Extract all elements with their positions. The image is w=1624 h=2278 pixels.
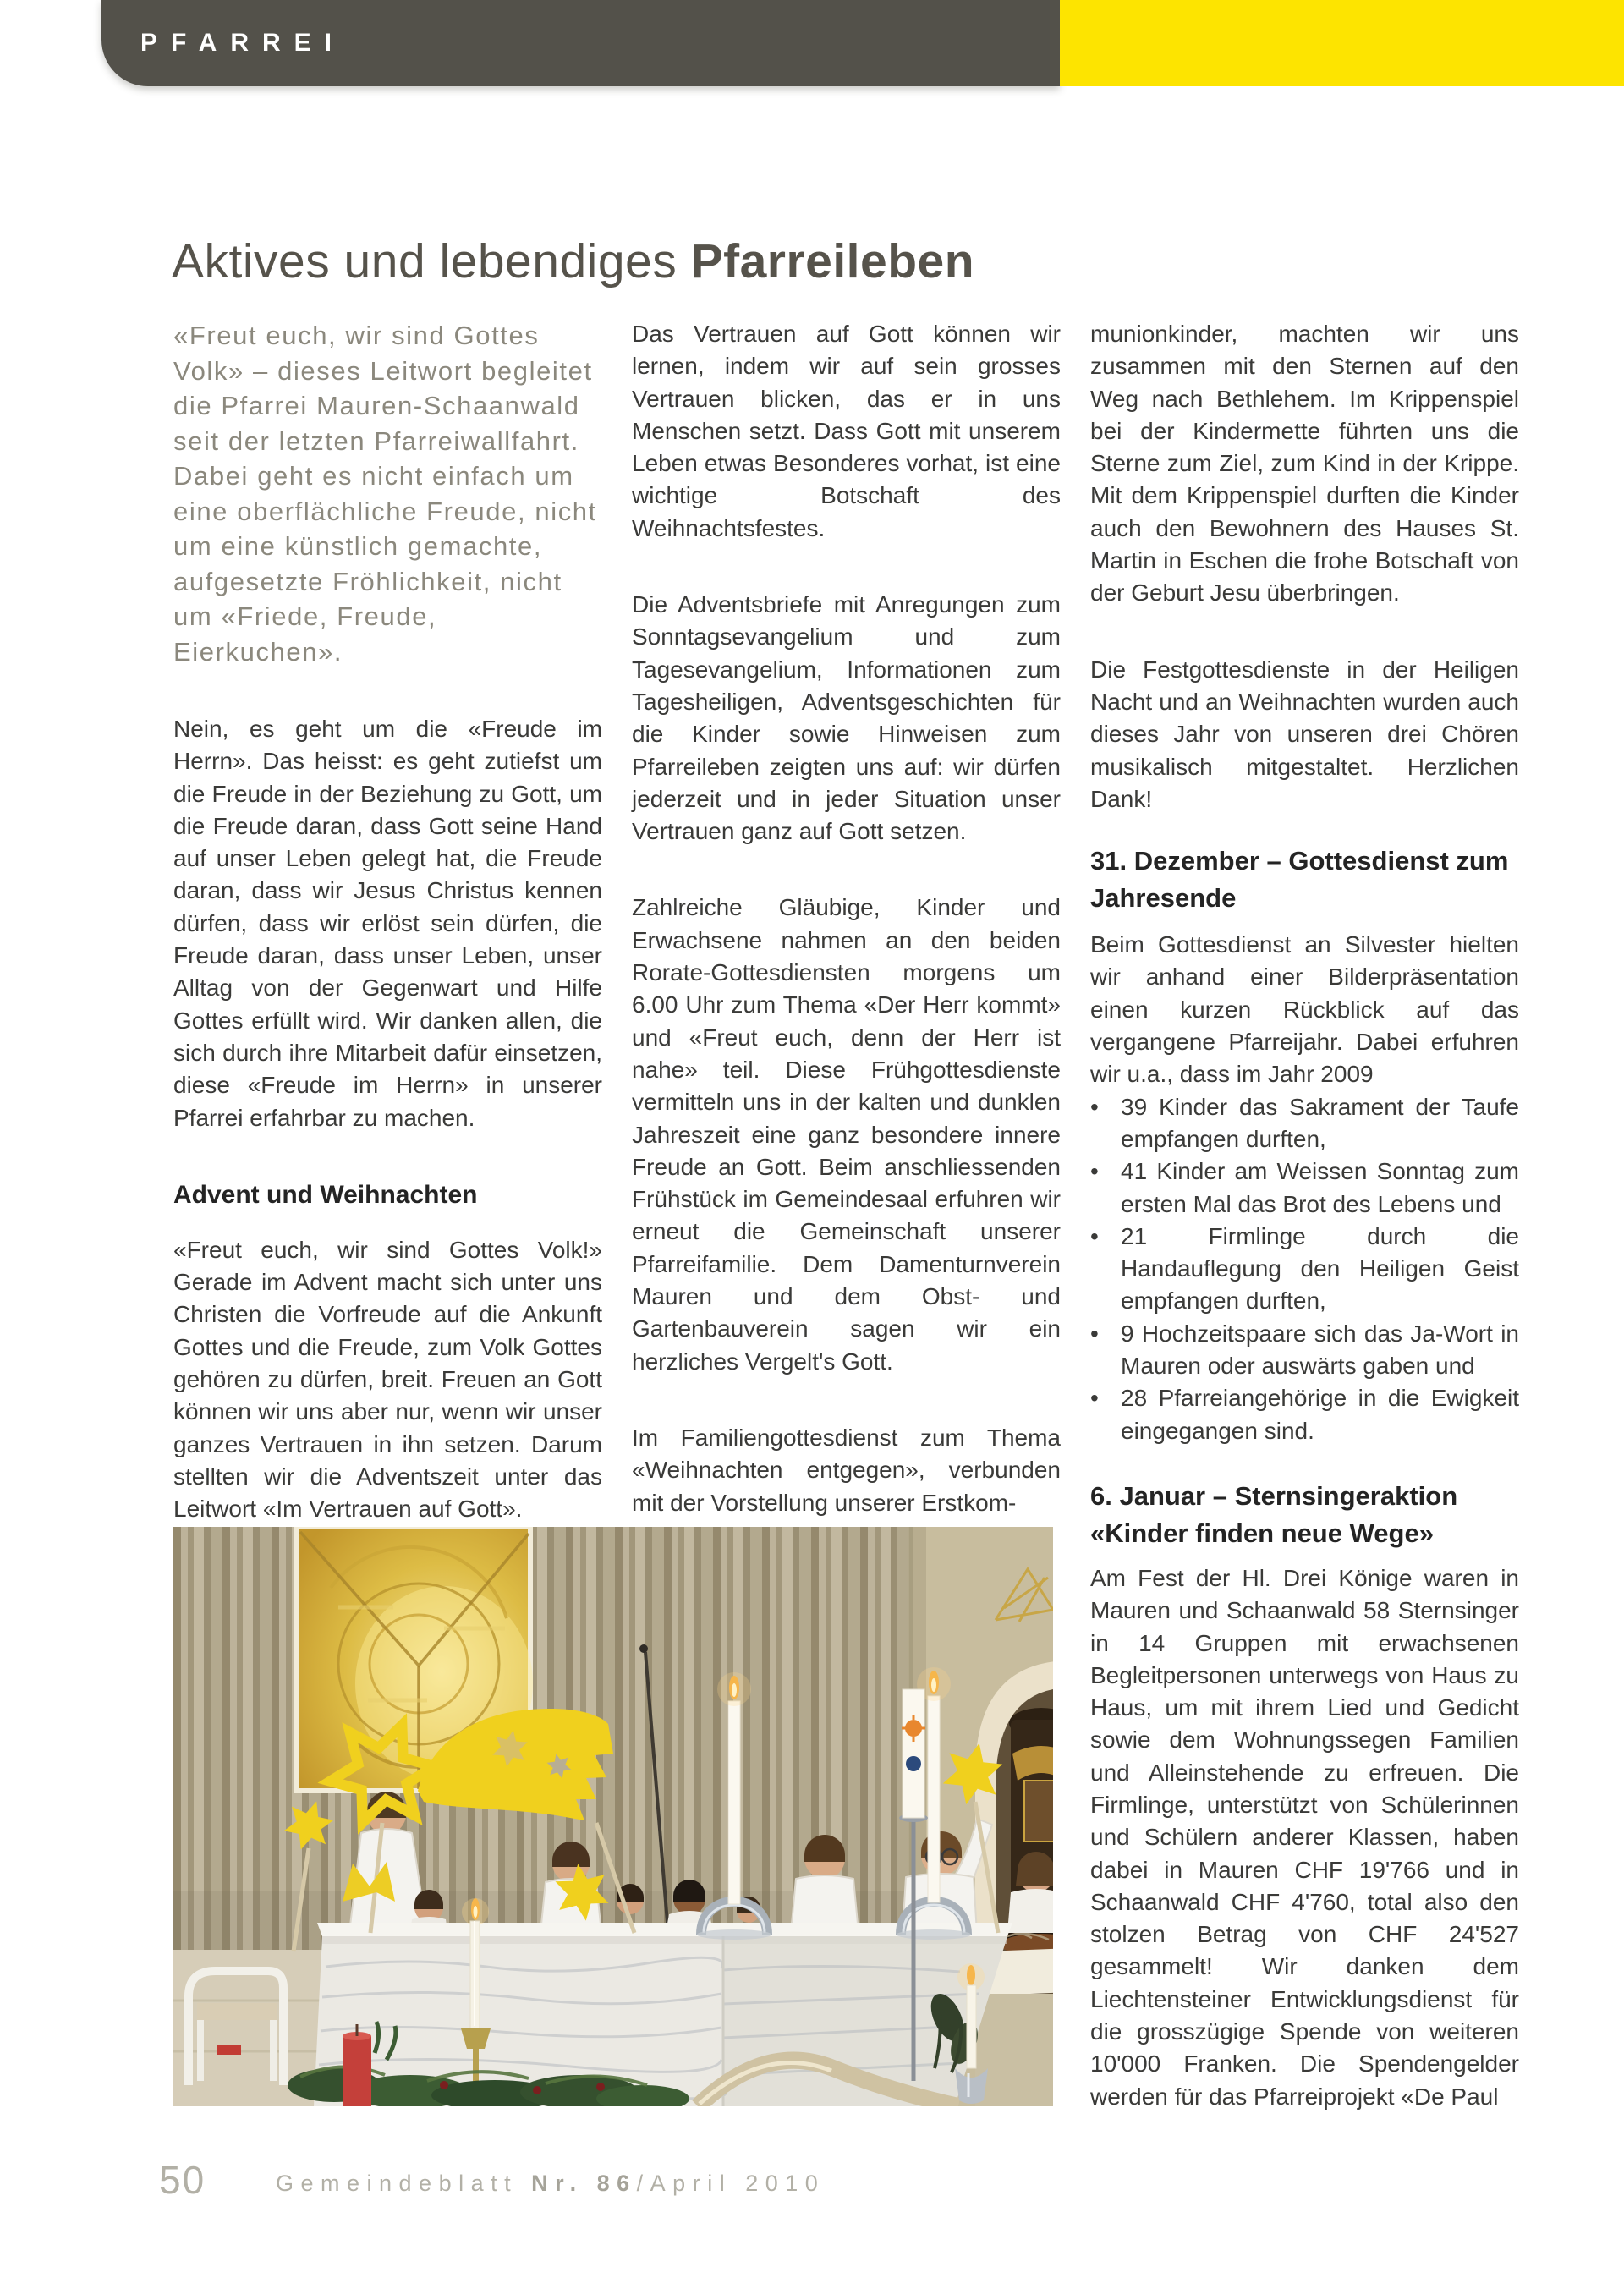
list-item (1090, 1155, 1519, 1221)
bullet-marker: • (1090, 1385, 1099, 1412)
issue-name: Gemeindeblatt (276, 2171, 518, 2196)
column-1 (173, 318, 602, 1526)
issue-number: Nr. 86 (531, 2171, 637, 2196)
paragraph: Die Adventsbriefe mit Anregungen zum Sonntagsevangelium und zum Tagesevangelium, Informationen zum Tagesheiligen, Adventsgeschichten für die Kinder sowie Hinweisen zum Pfarreileben zeigten uns auf: wir dürfen jederzeit und in jeder Situation unser Vertrauen ganz auf Gott setzen. (632, 591, 1061, 845)
church-service-photo (173, 1527, 1053, 2106)
header-bar (102, 0, 1060, 86)
page-title (172, 233, 974, 289)
lead-paragraph: «Freut euch, wir sind Gottes Volk» – dieses Leitwort begleitet die Pfarrei Mauren-Schaanwald seit der letzten Pfarreiwallfahrt. Dabei geht es nicht einfach um eine oberflächliche Freude, nicht um eine künstlich gemachte, aufgesetzte Fröhlichkeit, nicht um «Friede, Freude, Eierkuchen». (173, 321, 597, 667)
section-label: PFARREI (140, 29, 346, 57)
list-item (1090, 1221, 1519, 1318)
bullet-marker: • (1090, 1093, 1099, 1120)
column-3 (1090, 318, 1519, 2113)
paragraph: Das Vertrauen auf Gott können wir lernen, indem wir auf sein grosses Vertrauen blicken, das er in uns Menschen setzt. Dass Gott mit unserem Leben etwas Besonderes vorhat, ist eine wichtige Botschaft des Weihnachtsfestes. (632, 321, 1061, 541)
bullet-marker: • (1090, 1320, 1099, 1347)
bullet-text: 21 Firmlinge durch die Handauflegung den Heiligen Geist empfangen durften, (1121, 1222, 1519, 1315)
page-title-regular: Aktives und lebendiges (172, 234, 691, 289)
bullet-marker: • (1090, 1158, 1099, 1185)
heading-advent-weihnachten: Advent und Weihnachten (173, 1180, 478, 1209)
issue-date: /April 2010 (636, 2171, 826, 2196)
paragraph: Nein, es geht um die «Freude im Herrn». Das heisst: es geht zutiefst um die Freude in der Beziehung zu Gott, um die Freude daran, dass Gott seine Hand auf unser Leben gelegt hat, die Freude daran, dass wir Jesus Christus kennen dürfen, dass wir erlöst sein dürfen, die Freude daran, dass unser Leben, unser Alltag von der Gegenwart und Hilfe Gottes erfüllt wird. Wir danken allen, die sich durch ihre Mitarbeit dafür einsetzen, diese «Freude im Herrn» in unserer Pfarrei erfahrbar zu machen. (173, 716, 602, 1131)
paragraph: Beim Gottesdienst an Silvester hielten wir anhand einer Bilderpräsentation einen kurzen Rückblick auf das vergangene Pfarreijahr. Dabei erfuhren wir u.a., dass im Jahr 2009 (1090, 931, 1519, 1088)
bullet-text: 39 Kinder das Sakrament der Taufe empfangen durften, (1121, 1093, 1519, 1152)
column-2 (632, 318, 1061, 1519)
bullet-text: 28 Pfarreiangehörige in die Ewigkeit eingegangen sind. (1121, 1385, 1519, 1444)
page-title-bold: Pfarreileben (690, 234, 975, 289)
list-item (1090, 1091, 1519, 1156)
statistics-bullet-list (1090, 1091, 1519, 1447)
paragraph: «Freut euch, wir sind Gottes Volk!» Gerade im Advent macht sich unter uns Christen die Vorfreude auf die Ankunft Gottes und die Freude, zum Volk Gottes gehören zu dürfen, breit. Freuen an Gott können wir uns aber nur, wenn wir unser ganzes Vertrauen in ihn setzen. Darum stellten wir die Adventszeit unter das Leitwort «Im Vertrauen auf Gott». (173, 1236, 602, 1523)
list-item (1090, 1382, 1519, 1447)
page-number: 50 (159, 2158, 206, 2202)
header-accent-block (1060, 0, 1624, 86)
paragraph: munionkinder, machten wir uns zusammen mit den Sternen auf den Weg nach Bethlehem. Im Krippenspiel bei der Kindermette führten uns die Sterne zum Ziel, zum Kind in der Krippe. Mit dem Krippenspiel durften die Kinder auch den Bewohnern des Hauses St. Martin in Eschen die frohe Botschaft von der Geburt Jesu überbringen. (1090, 321, 1519, 607)
paragraph: Am Fest der Hl. Drei Könige waren in Mauren und Schaanwald 58 Sternsinger in 14 Gruppen mit erwachsenen Begleitpersonen unterwegs von Haus zu Haus, um mit ihrem Lied und Gedicht sowie dem Wohnungssegen Familien und Alleinstehende zu erfreuen. Die Firmlinge, unterstützt von Schülerinnen und Schülern anderer Klassen, haben dabei in Mauren CHF 19'766 und in Schaanwald CHF 4'760, total also den stolzen Betrag von CHF 24'527 gesammelt! Wir danken dem Liechtensteiner Entwicklungsdienst für die grosszügige Spende von weiteren 10'000 Franken. Die Spendengelder werden für das Pfarreiprojekt «De Paul (1090, 1564, 1519, 2110)
heading-31-dezember: 31. Dezember – Gottesdienst zum Jahresende (1090, 846, 1509, 914)
paragraph: Im Familiengottesdienst zum Thema «Weihnachten entgegen», verbunden mit der Vorstellung unserer Erstkom- (632, 1424, 1061, 1516)
bullet-marker: • (1090, 1222, 1099, 1249)
sun-icon (905, 1720, 922, 1737)
bullet-text: 41 Kinder am Weissen Sonntag zum ersten Mal das Brot des Lebens und (1121, 1158, 1519, 1217)
bullet-text: 9 Hochzeitspaare sich das Ja-Wort in Mauren oder auswärts gaben und (1121, 1320, 1519, 1380)
list-item (1090, 1318, 1519, 1383)
heading-6-januar: 6. Januar – Sternsingeraktion «Kinder finden neue Wege» (1090, 1480, 1458, 1548)
issue-line (276, 2171, 825, 2197)
red-candle (343, 2036, 371, 2106)
paragraph: Die Festgottesdienste in der Heiligen Nacht und an Weihnachten wurden auch dieses Jahr von unseren drei Chören musikalisch mitgestaltet. Herzlichen Dank! (1090, 656, 1519, 812)
red-object (217, 2045, 241, 2055)
paragraph: Zahlreiche Gläubige, Kinder und Erwachsene nahmen an den beiden Rorate-Gottesdiensten morgens um 6.00 Uhr zum Thema «Der Herr kommt» und «Freut euch, denn der Herr ist nahe» teil. Diese Frühgottesdienste vermitteln uns in der kalten und dunklen Jahreszeit eine ganz besondere innere Freude an Gott. Beim anschliessenden Frühstück im Gemeindesaal erfuhren wir erneut die Gemeinschaft unserer Pfarreifamilie. Dem Damenturnverein Mauren und dem Obst- und Gartenbauverein sagen wir ein herzliches Vergelt's Gott. (632, 894, 1061, 1375)
